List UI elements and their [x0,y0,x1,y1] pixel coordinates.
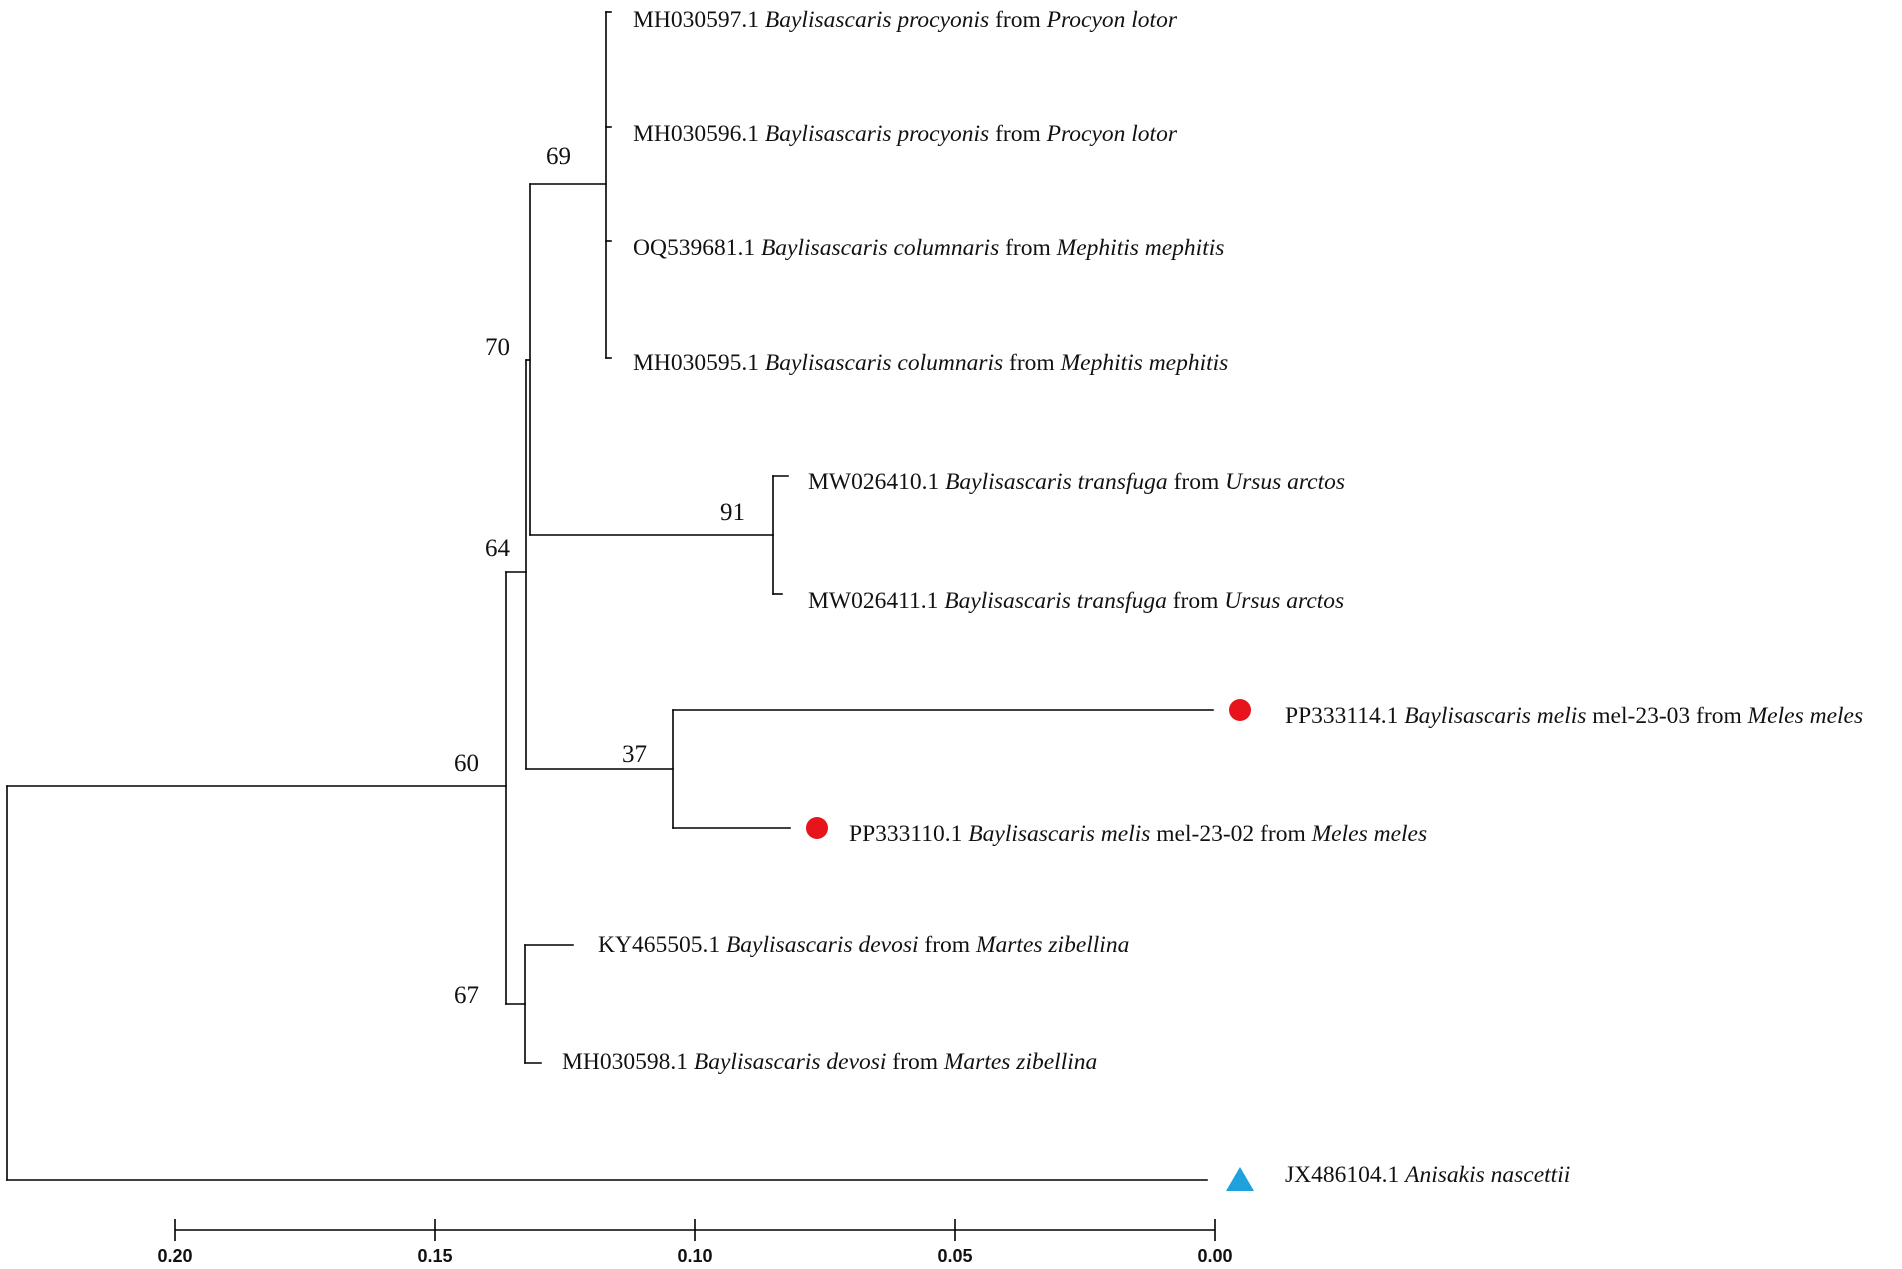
bootstrap-64: 64 [485,535,510,562]
leaf-host: Procyon lotor [1046,7,1177,33]
bootstrap-67: 67 [454,982,479,1009]
leaf-from-word: from [1172,588,1219,614]
leaf-species: Baylisascaris columnaris [760,235,1000,261]
leaf-accession: OQ539681.1 [633,235,756,261]
leaf-label-mh030595 [633,350,1228,376]
leaf-isolate: mel-23-02 [1156,821,1255,847]
leaf-species: Baylisascaris devosi [693,1049,887,1075]
leaf-accession: KY465505.1 [598,932,721,958]
leaf-label-mw026410 [808,469,1345,495]
leaf-host: Martes zibellina [943,1049,1098,1075]
leaf-accession: PP333110.1 [849,821,963,847]
scale-tick-label-0.15: 0.15 [417,1246,453,1266]
bootstrap-37: 37 [622,741,647,768]
scale-tick-label-0.00: 0.00 [1197,1246,1233,1266]
leaf-species: Baylisascaris devosi [725,932,919,958]
leaf-isolate: mel-23-03 [1592,703,1691,729]
leaf-species: Baylisascaris transfuga [945,469,1168,495]
scale-tick-label-0.10: 0.10 [677,1246,713,1266]
leaf-accession: PP333114.1 [1285,703,1399,729]
leaf-label-pp333114 [1285,703,1863,729]
leaf-labels [562,7,1863,1188]
leaf-accession: MH030598.1 [562,1049,688,1075]
leaf-accession: MH030596.1 [633,121,759,147]
leaf-host: Ursus arctos [1224,588,1345,614]
leaf-from-word: from [924,932,971,958]
leaf-label-mh030598 [562,1049,1097,1075]
bootstrap-69: 69 [546,143,571,170]
bootstrap-70: 70 [485,334,510,361]
bootstrap-91: 91 [720,499,745,526]
leaf-label-mh030597 [633,7,1178,33]
bootstrap-60: 60 [454,750,479,777]
leaf-from-word: from [892,1049,938,1075]
leaf-label-oq539681 [633,235,1224,261]
leaf-label-mh030596 [633,121,1178,147]
leaf-accession: JX486104.1 [1285,1162,1400,1188]
leaf-from-word: from [995,121,1041,147]
leaf-species: Baylisascaris melis [968,821,1151,847]
leaf-host: Ursus arctos [1225,469,1346,495]
leaf-host: Mephitis mephitis [1056,235,1225,261]
leaf-species: Baylisascaris procyonis [764,121,990,147]
leaf-species: Baylisascaris columnaris [764,350,1004,376]
melis-circle-marker-pp333114 [1229,699,1251,721]
leaf-accession: MW026410.1 [808,469,940,495]
leaf-from-word: from [1009,350,1055,376]
scale-tick-label-0.05: 0.05 [937,1246,973,1266]
leaf-species: Baylisascaris transfuga [944,588,1167,614]
bootstrap-values [454,143,745,1009]
scale-axis [157,1219,1232,1266]
leaf-label-ky465505 [598,932,1129,958]
leaf-label-jx486104 [1285,1162,1570,1188]
leaf-host: Meles meles [1311,821,1428,847]
leaf-host: Procyon lotor [1046,121,1177,147]
leaf-from-word: from [1173,469,1220,495]
leaf-species: Baylisascaris melis [1404,703,1587,729]
leaf-from-word: from [1005,235,1051,261]
leaf-accession: MH030597.1 [633,7,759,33]
leaf-host: Meles meles [1747,703,1864,729]
leaf-accession: MH030595.1 [633,350,759,376]
leaf-from-word: from [1696,703,1742,729]
scale-tick-label-0.20: 0.20 [157,1246,193,1266]
leaf-from-word: from [995,7,1041,33]
leaf-label-pp333110 [849,821,1427,847]
leaf-species: Baylisascaris procyonis [764,7,990,33]
leaf-from-word: from [1260,821,1306,847]
melis-circle-marker-pp333110 [806,817,828,839]
leaf-host: Martes zibellina [975,932,1130,958]
leaf-accession: MW026411.1 [808,588,939,614]
outgroup-triangle-marker-jx486104 [1226,1167,1254,1191]
leaf-species: Anisakis nascettii [1405,1162,1571,1188]
leaf-host: Mephitis mephitis [1060,350,1229,376]
leaf-label-mw026411 [808,588,1344,614]
